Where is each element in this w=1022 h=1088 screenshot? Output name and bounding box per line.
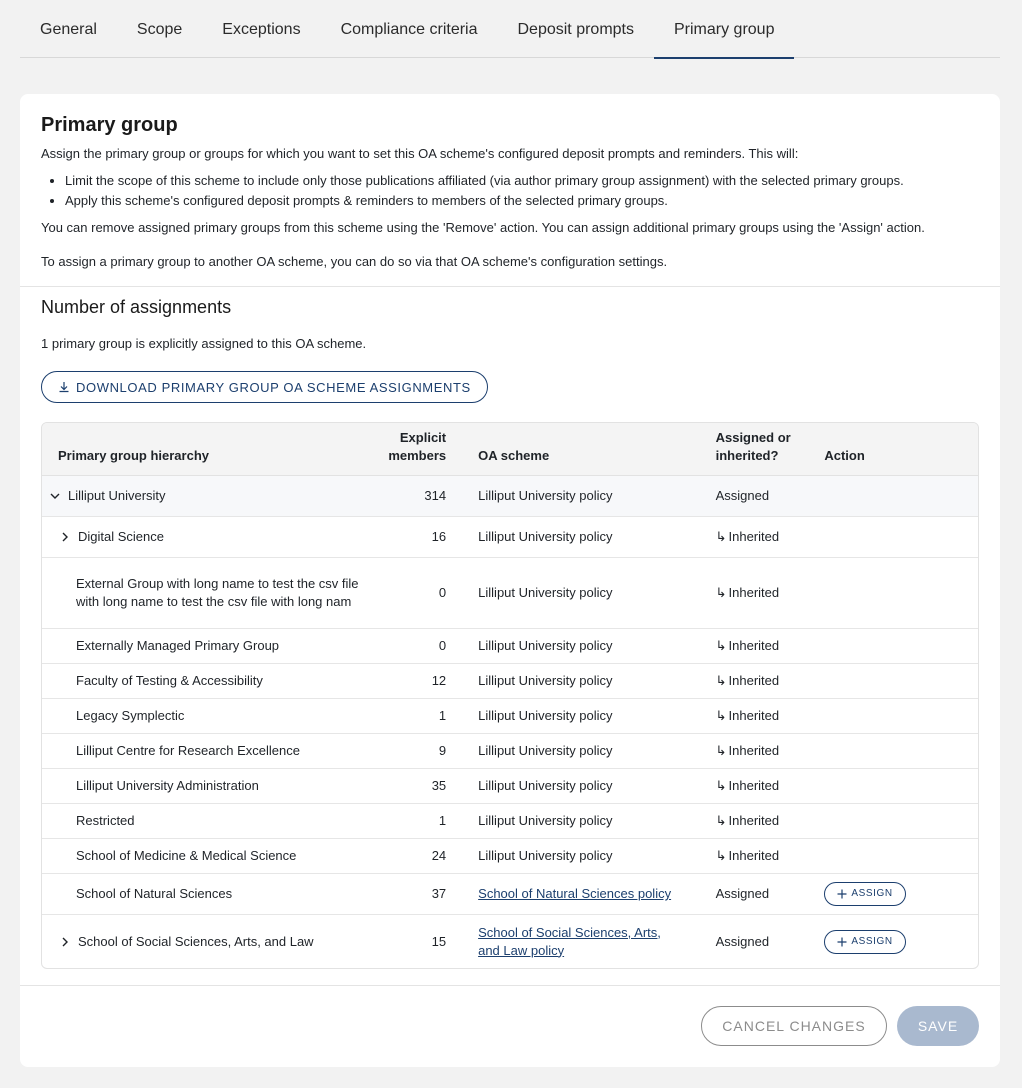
table-row <box>42 558 978 629</box>
row-members: 1 <box>438 813 447 828</box>
header-members-line2: members <box>388 448 447 463</box>
header-hierarchy: Primary group hierarchy <box>58 448 209 463</box>
row-status-cell <box>715 528 825 546</box>
row-scheme-cell <box>446 924 715 960</box>
intro-bullet: • Apply this scheme's configured deposit prompts & reminders to members of the selected primary groups. <box>65 191 979 211</box>
row-scheme: Lilliput University policy <box>478 848 613 863</box>
inherited-icon: ↳ <box>715 708 727 723</box>
header-members <box>377 423 446 475</box>
row-status: Inherited <box>728 743 780 758</box>
inherited-icon: ↳ <box>715 848 727 863</box>
row-status-cell <box>715 637 825 655</box>
tab-scope-label: Scope <box>136 21 183 38</box>
row-status: Inherited <box>728 585 780 600</box>
table-row <box>42 699 978 734</box>
tab-compliance-criteria[interactable] <box>321 0 498 58</box>
footer-actions <box>20 985 1000 1067</box>
tab-scope[interactable] <box>117 0 202 58</box>
row-name: School of Natural Sciences <box>76 886 233 901</box>
header-action: Action <box>824 448 865 463</box>
row-name: Restricted <box>76 813 135 828</box>
inherited-icon: ↳ <box>715 813 727 828</box>
tab-deposit-prompts-label: Deposit prompts <box>517 21 634 38</box>
table-row <box>42 839 978 874</box>
row-name: External Group with long name to test the csv file with long name to test the csv file with long nam <box>76 576 359 609</box>
row-status-cell <box>715 847 825 865</box>
row-status-cell <box>715 707 825 725</box>
download-assignments-label: DOWNLOAD PRIMARY GROUP OA SCHEME ASSIGNMENTS <box>76 379 471 395</box>
row-status: Assigned <box>715 886 770 901</box>
plus-icon <box>837 889 847 899</box>
row-name: Digital Science <box>78 529 164 544</box>
primary-group-table <box>41 422 979 969</box>
row-status: Inherited <box>728 529 780 544</box>
row-scheme: Lilliput University policy <box>478 778 613 793</box>
row-status: Inherited <box>728 778 780 793</box>
header-assigned-line2: inherited? <box>715 448 779 463</box>
row-status-cell <box>715 777 825 795</box>
download-assignments-button[interactable] <box>41 371 488 403</box>
intro-bullet: • Limit the scope of this scheme to include only those publications affiliated (via author primary group assignment) with the selected primary groups. <box>65 171 979 191</box>
intro-lead: Assign the primary group or groups for which you want to set this OA scheme's configured deposit prompts and reminders. This will: <box>41 146 799 161</box>
row-scheme: Lilliput University policy <box>478 708 613 723</box>
row-scheme: Lilliput University policy <box>478 529 613 544</box>
scheme-link[interactable]: School of Natural Sciences policy <box>478 886 672 901</box>
header-assigned-line1: Assigned or <box>715 430 791 445</box>
table-row <box>42 734 978 769</box>
assign-button[interactable] <box>824 882 905 906</box>
tab-exceptions[interactable] <box>202 0 320 58</box>
row-name: Lilliput Centre for Research Excellence <box>76 743 300 758</box>
row-members: 16 <box>431 529 447 544</box>
row-scheme: Lilliput University policy <box>478 585 613 600</box>
assign-label: ASSIGN <box>851 888 893 899</box>
row-name: Lilliput University Administration <box>76 778 259 793</box>
table-row <box>42 769 978 804</box>
row-members: 0 <box>438 638 447 653</box>
row-scheme-cell <box>446 885 714 903</box>
page-title: Primary group <box>41 114 178 136</box>
row-status-cell <box>715 742 825 760</box>
assign-button[interactable] <box>824 930 905 954</box>
table-row <box>42 476 978 517</box>
row-members: 0 <box>438 585 447 600</box>
row-members: 35 <box>431 778 447 793</box>
tab-primary-group-label: Primary group <box>674 21 775 38</box>
row-scheme: Lilliput University policy <box>478 488 613 503</box>
row-name: Externally Managed Primary Group <box>76 638 280 653</box>
remove-note: You can remove assigned primary groups from this scheme using the 'Remove' action. You can assign additional primary groups using the 'Assign' action. <box>41 220 925 235</box>
row-scheme: Lilliput University policy <box>478 673 613 688</box>
tab-bar <box>20 0 1000 58</box>
table-row <box>42 915 978 968</box>
row-name: School of Social Sciences, Arts, and Law <box>78 933 314 949</box>
row-name-cell <box>42 528 377 546</box>
inherited-icon: ↳ <box>715 673 727 688</box>
chevron-right-icon[interactable] <box>56 937 74 947</box>
intro-bullets <box>65 171 979 211</box>
chevron-down-icon[interactable] <box>46 491 64 501</box>
download-icon <box>58 381 70 393</box>
table-row <box>42 629 978 664</box>
row-action <box>824 930 978 954</box>
row-name: School of Medicine & Medical Science <box>76 848 297 863</box>
row-scheme: Lilliput University policy <box>478 638 613 653</box>
row-status: Assigned <box>715 488 770 503</box>
chevron-right-icon[interactable] <box>56 532 74 542</box>
tab-deposit-prompts[interactable] <box>498 0 655 58</box>
header-assigned <box>715 423 825 475</box>
row-name-cell <box>42 487 377 505</box>
inherited-icon: ↳ <box>715 638 727 653</box>
table-row <box>42 517 978 558</box>
row-name: Lilliput University <box>68 488 166 503</box>
assign-label: ASSIGN <box>851 935 893 947</box>
row-members: 1 <box>438 708 447 723</box>
cancel-changes-button[interactable]: CANCEL CHANGES <box>701 1006 887 1046</box>
tab-exceptions-label: Exceptions <box>222 21 301 38</box>
row-status: Inherited <box>728 848 780 863</box>
inherited-icon: ↳ <box>715 743 727 758</box>
row-status: Inherited <box>728 708 780 723</box>
tab-compliance-criteria-label: Compliance criteria <box>340 21 478 38</box>
tab-general[interactable] <box>20 0 117 58</box>
table-header <box>42 423 978 476</box>
header-members-line1: Explicit <box>399 430 447 445</box>
row-status-cell <box>715 584 825 602</box>
row-scheme: Lilliput University policy <box>478 743 613 758</box>
row-name: Legacy Symplectic <box>76 708 185 723</box>
inherited-icon: ↳ <box>715 529 727 544</box>
scheme-link[interactable]: School of Social Sciences, Arts, and Law policy <box>478 924 661 958</box>
table-row <box>42 664 978 699</box>
row-name: Faculty of Testing & Accessibility <box>76 673 263 688</box>
assignments-title: Number of assignments <box>41 297 232 317</box>
row-action <box>824 882 978 906</box>
inherited-icon: ↳ <box>715 778 727 793</box>
other-scheme-note: To assign a primary group to another OA scheme, you can do so via that OA scheme's configuration settings. <box>41 254 668 269</box>
tab-primary-group[interactable] <box>654 0 794 58</box>
row-status-cell <box>715 812 825 830</box>
tab-general-label: General <box>40 21 97 38</box>
header-scheme: OA scheme <box>478 448 550 463</box>
table-row <box>42 804 978 839</box>
row-members: 314 <box>424 488 447 503</box>
assignment-count: 1 primary group is explicitly assigned to this OA scheme. <box>41 336 367 351</box>
intro-section <box>20 94 1000 287</box>
row-members: 37 <box>431 886 447 901</box>
row-status: Inherited <box>728 813 780 828</box>
primary-group-card <box>20 94 1000 1067</box>
plus-icon <box>837 937 847 947</box>
row-members: 12 <box>431 673 447 688</box>
row-status: Inherited <box>728 638 780 653</box>
row-scheme: Lilliput University policy <box>478 813 613 828</box>
assignments-section <box>20 287 1000 403</box>
row-status: Assigned <box>715 933 770 949</box>
row-status: Inherited <box>728 673 780 688</box>
save-button[interactable]: SAVE <box>897 1006 979 1046</box>
row-members: 9 <box>438 743 447 758</box>
row-name-cell <box>42 933 377 951</box>
table-row <box>42 874 978 915</box>
row-members: 15 <box>431 933 447 949</box>
inherited-icon: ↳ <box>715 585 727 600</box>
row-status-cell <box>715 672 825 690</box>
row-members: 24 <box>431 848 447 863</box>
